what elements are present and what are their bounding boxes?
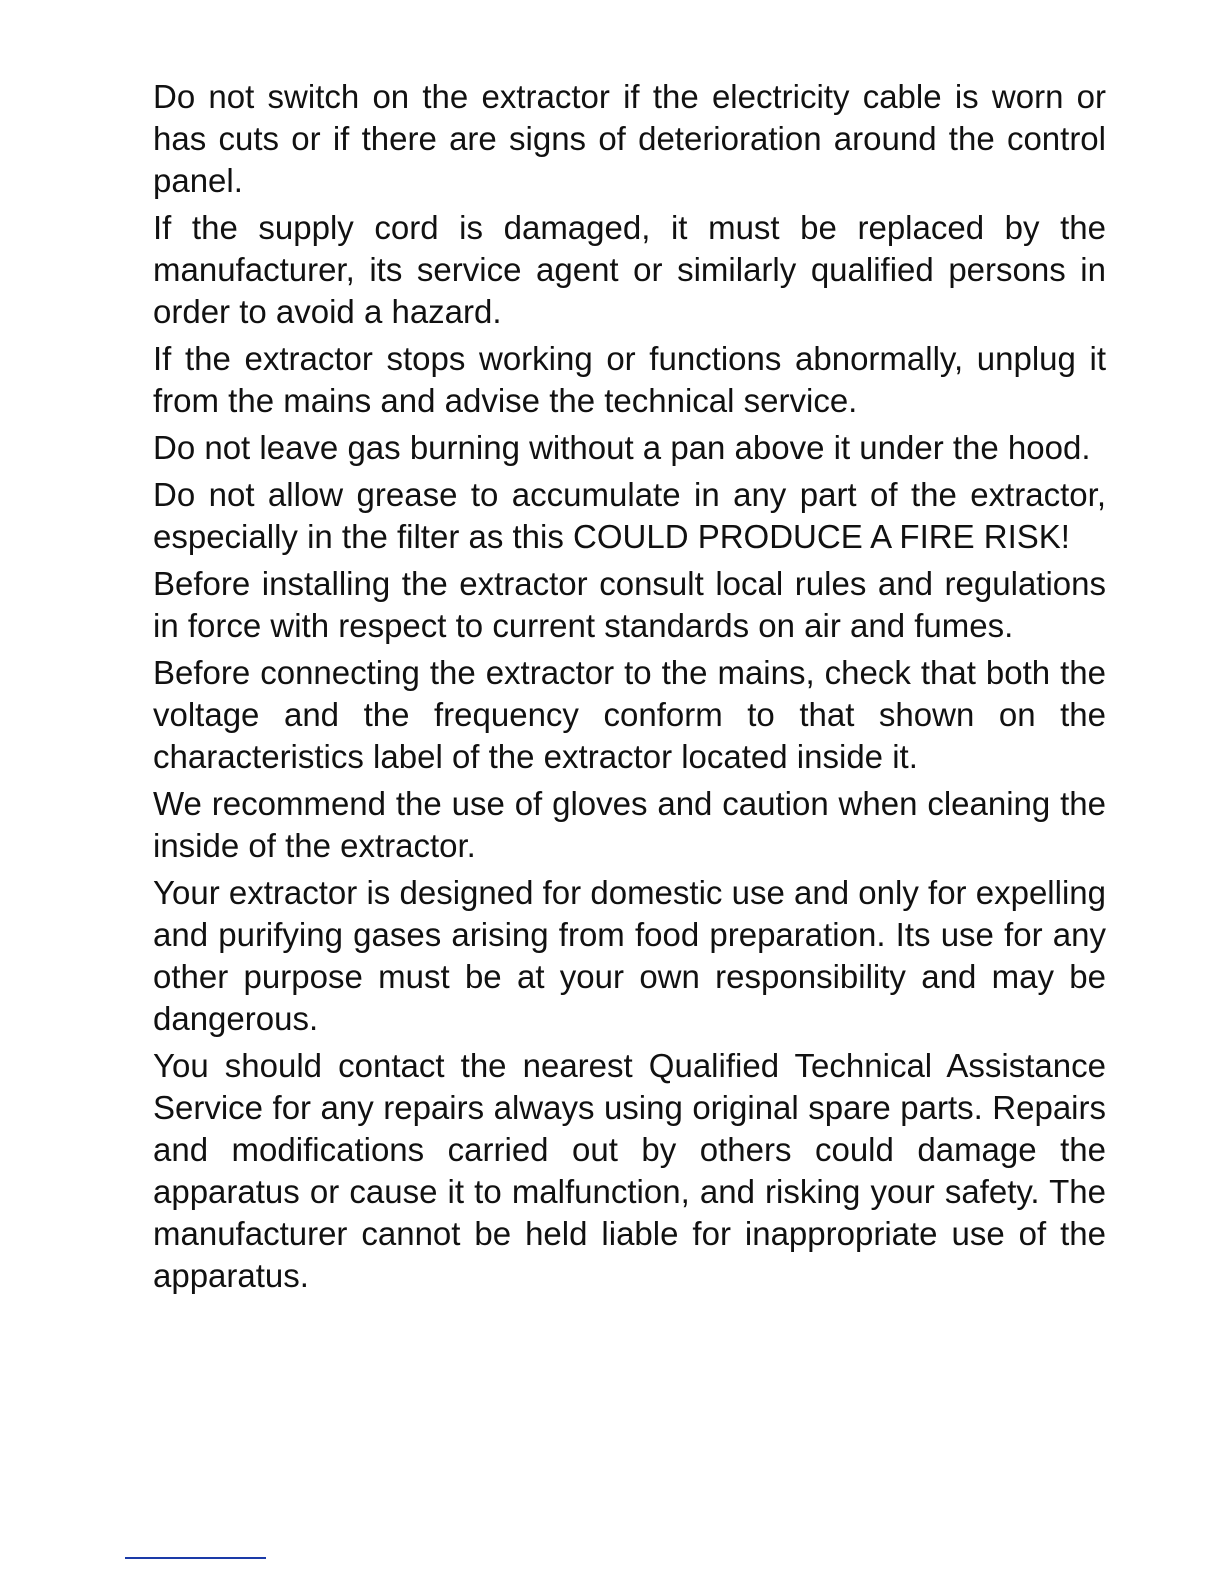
paragraph-domestic-use: Your extractor is designed for domestic use and only for expelling and purifying gases arising from food preparation. Its use for any other purpose must be at your own responsibility and may be dangerous. [153, 874, 1106, 1037]
paragraph-local-regulations: Before installing the extractor consult local rules and regulations in force with respect to current standards on air and fumes. [153, 565, 1106, 644]
paragraph-cable-condition: Do not switch on the extractor if the electricity cable is worn or has cuts or if there are signs of deterioration around the control panel. [153, 78, 1106, 199]
paragraph-grease-fire-risk: Do not allow grease to accumulate in any part of the extractor, especially in the filter as this COULD PRODUCE A FIRE RISK! [153, 476, 1106, 555]
paragraph-gloves-cleaning: We recommend the use of gloves and caution when cleaning the inside of the extractor. [153, 785, 1106, 864]
paragraph-repairs: You should contact the nearest Qualified Technical Assistance Service for any repairs always using original spare parts. Repairs and modifications carried out by others could damage the apparatus or cause it to malfunction, and risking your safety. The manufacturer cannot be held liable for inappropriate use of the apparatus. [153, 1047, 1106, 1294]
paragraph-voltage-check: Before connecting the extractor to the mains, check that both the voltage and the frequency conform to that shown on the characteristics label of the extractor located inside it. [153, 654, 1106, 775]
safety-instructions [153, 76, 1106, 1302]
paragraph-supply-cord: If the supply cord is damaged, it must be replaced by the manufacturer, its service agent or similarly qualified persons in order to avoid a hazard. [153, 209, 1106, 330]
footnote-rule [125, 1557, 266, 1559]
paragraph-malfunction: If the extractor stops working or functions abnormally, unplug it from the mains and advise the technical service. [153, 340, 1106, 419]
paragraph-gas-burning: Do not leave gas burning without a pan above it under the hood. [153, 429, 1091, 466]
